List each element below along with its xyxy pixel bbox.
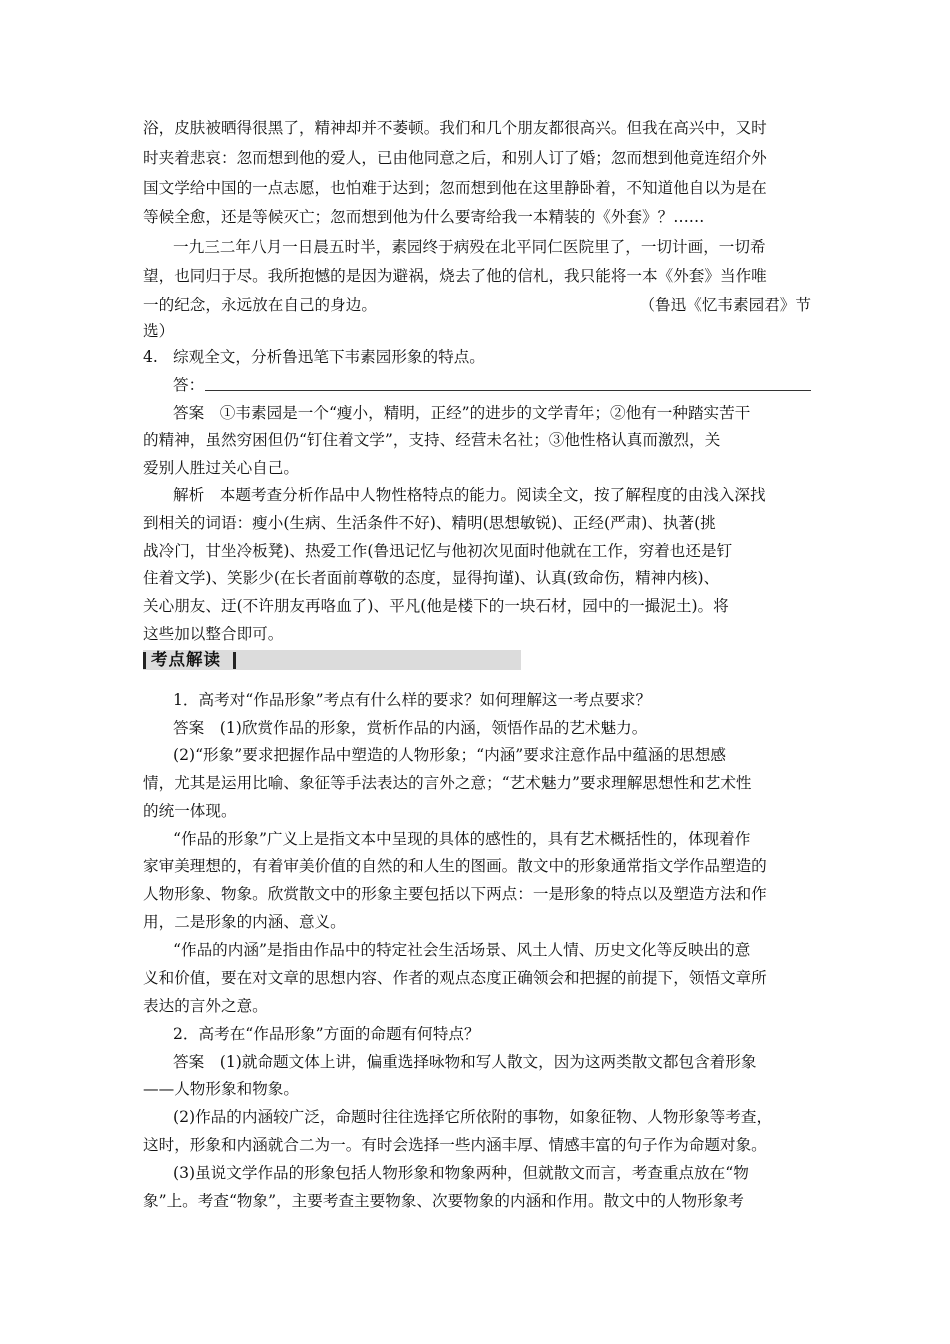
analysis-line: 住着文学)、笑影少(在长者面前尊敬的态度，显得拘谨)、认真(致命伤，精神内核)、 <box>143 569 720 587</box>
answer-line: 答案 ①韦素园是一个“瘦小，精明，正经”的进步的文学青年；②他有一种踏实苦干 <box>173 404 751 422</box>
passage-line: 浴，皮肤被晒得很黑了，精神却并不萎顿。我们和几个朋友都很高兴。但我在高兴中，又时 <box>143 119 767 137</box>
section-line: 这时，形象和内涵就合二为一。有时会选择一些内涵丰厚、情感丰富的句子作为命题对象。 <box>143 1136 767 1154</box>
question-text: 综观全文，分析鲁迅笔下韦素园形象的特点。 <box>173 348 485 366</box>
section-line: “作品的内涵”是指由作品中的特定社会生活场景、风土人情、历史文化等反映出的意 <box>173 941 751 959</box>
section-line: 2．高考在“作品形象”方面的命题有何特点？ <box>173 1025 480 1043</box>
question-number: 4. <box>143 348 158 366</box>
section-line: (2)“形象”要求把握作品中塑造的人物形象；“内涵”要求注意作品中蕴涵的思想感 <box>173 746 726 764</box>
analysis-line: 解析 本题考查分析作品中人物性格特点的能力。阅读全文，按了解程度的由浅入深找 <box>173 486 766 504</box>
section-line: 表达的言外之意。 <box>143 997 268 1015</box>
passage-line: 望，也同归于尽。我所抱憾的是因为避祸，烧去了他的信札，我只能将一本《外套》当作唯 <box>143 267 767 285</box>
section-line: ——人物形象和物象。 <box>143 1080 299 1098</box>
passage-line: 国文学给中国的一点志愿，也怕难于达到；忽而想到他在这里静卧着，不知道他自以为是在 <box>143 179 767 197</box>
section-header-title: 考点解读 <box>151 650 221 669</box>
section-line: 象”上。考查“物象”，主要考查主要物象、次要物象的内涵和作用。散文中的人物形象考 <box>143 1192 744 1210</box>
analysis-line: 关心朋友、迂(不许朋友再咯血了)、平凡(他是楼下的一块石材，园中的一撮泥土)。将 <box>143 597 729 615</box>
answer-blank-line[interactable] <box>205 390 811 391</box>
section-line: (2)作品的内涵较广泛，命题时往往选择它所依附的事物，如象征物、人物形象等考查， <box>173 1108 773 1126</box>
section-line: 情，尤其是运用比喻、象征等手法表达的言外之意；“艺术魅力”要求理解思想性和艺术性 <box>143 774 752 792</box>
passage-line: 一九三二年八月一日晨五时半，素园终于病殁在北平同仁医院里了，一切计画，一切希 <box>173 238 766 256</box>
passage-source: （鲁迅《忆韦素园君》节 <box>639 296 811 314</box>
section-line: 1．高考对“作品形象”考点有什么样的要求？如何理解这一考点要求？ <box>173 691 652 709</box>
section-line: 人物形象、物象。欣赏散文中的形象主要包括以下两点：一是形象的特点以及塑造方法和作 <box>143 885 767 903</box>
section-line: “作品的形象”广义上是指文本中呈现的具体的感性的，具有艺术概括性的，体现着作 <box>173 830 751 848</box>
section-line: 家审美理想的，有着审美价值的自然的和人生的图画。散文中的形象通常指文学作品塑造的 <box>143 857 767 875</box>
answer-line: 的精神，虽然穷困但仍“钉住着文学”，支持、经营未名社；③他性格认真而激烈，关 <box>143 431 721 449</box>
analysis-line: 到相关的词语：瘦小(生病、生活条件不好)、精明(思想敏锐)、正经(严肃)、执著(挑 <box>143 514 716 532</box>
section-header-left-mark <box>143 652 146 669</box>
answer-line: 爱别人胜过关心自己。 <box>143 459 299 477</box>
passage-line: 等候全愈，还是等候灭亡；忽而想到他为什么要寄给我一本精装的《外套》？…… <box>143 208 705 226</box>
section-line: (3)虽说文学作品的形象包括人物形象和物象两种，但就散文而言，考查重点放在“物 <box>173 1164 749 1182</box>
section-line: 答案 (1)欣赏作品的形象，赏析作品的内涵，领悟作品的艺术魅力。 <box>173 719 648 737</box>
analysis-line: 战冷门，甘坐冷板凳)、热爱工作(鲁迅记忆与他初次见面时他就在工作，穷着也还是钉 <box>143 542 733 560</box>
passage-line: 选） <box>143 322 175 340</box>
section-line: 答案 (1)就命题文体上讲，偏重选择咏物和写人散文，因为这两类散文都包含着形象 <box>173 1053 757 1071</box>
section-line: 义和价值，要在对文章的思想内容、作者的观点态度正确领会和把握的前提下，领悟文章所 <box>143 969 767 987</box>
section-line: 的统一体现。 <box>143 802 237 820</box>
section-line: 用，二是形象的内涵、意义。 <box>143 913 346 931</box>
answer-label: 答： <box>173 376 205 394</box>
section-header-right-mark <box>233 652 236 669</box>
passage-line: 一的纪念，永远放在自己的身边。 <box>143 296 377 314</box>
passage-line: 时夹着悲哀：忽而想到他的爱人，已由他同意之后，和别人订了婚；忽而想到他竟连绍介外 <box>143 149 767 167</box>
analysis-line: 这些加以整合即可。 <box>143 625 284 643</box>
